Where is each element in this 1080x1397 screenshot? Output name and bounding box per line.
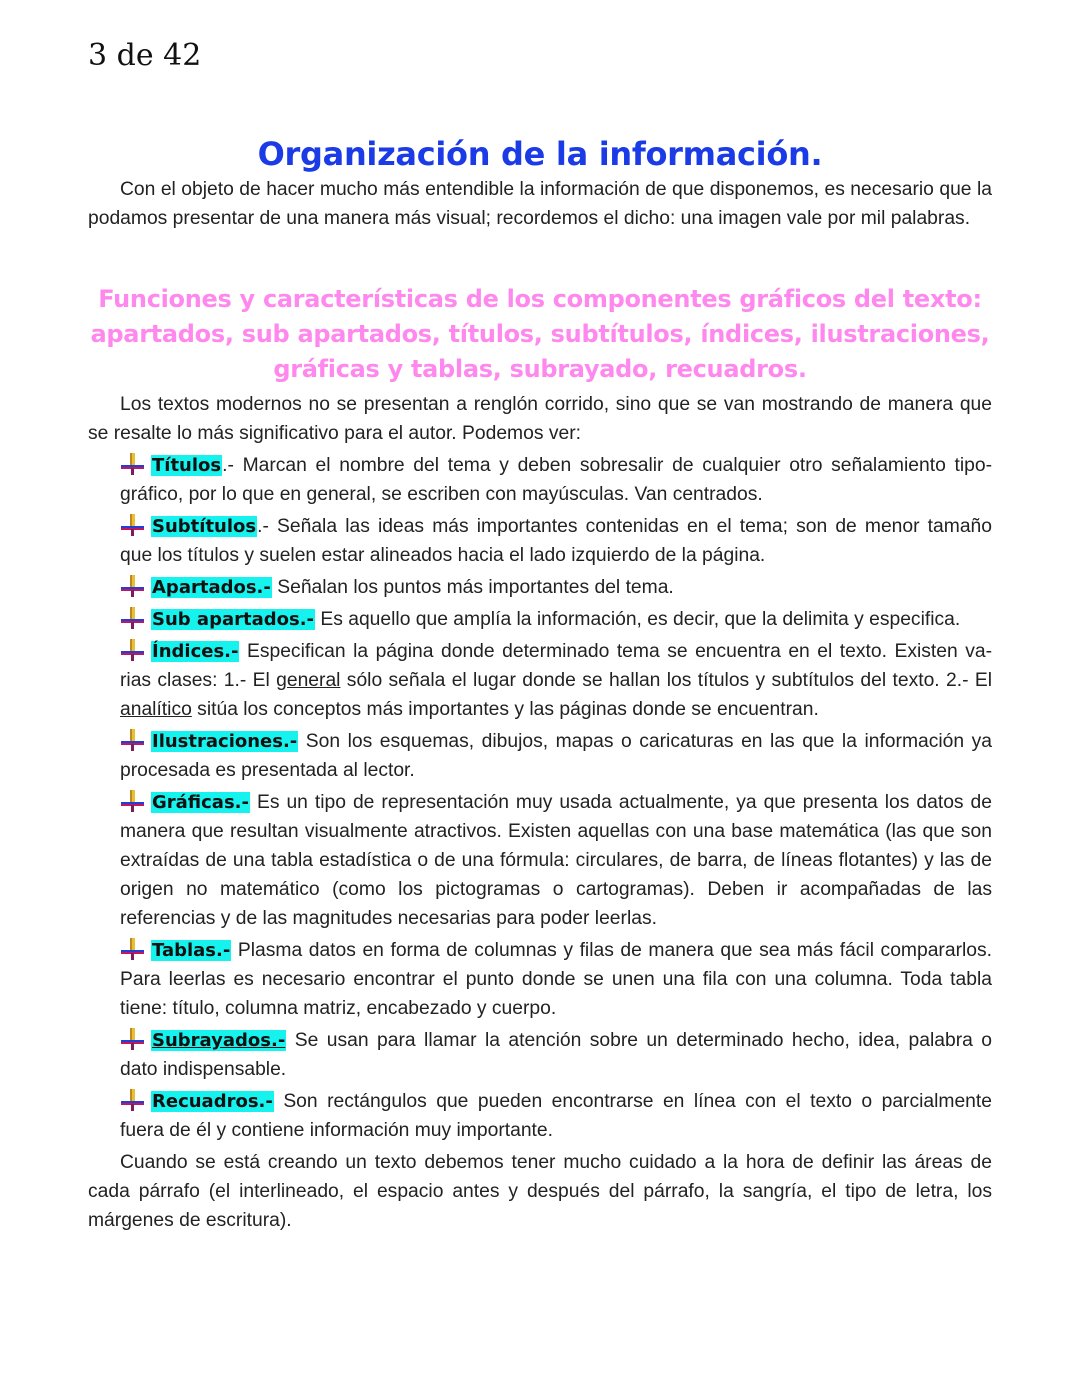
- item-text: Es un tipo de representación muy usada actualmente, ya que presenta los datos de manera que resultan visualmente atractivos. Existen aquellas con una base matemática (las que son extraídas de una tabla estadística o de una fórmula: circulares, de barra, de líneas flotantes) y las de origen no matemático (como los pictogramas o cartogramas). Deben ir acompañadas de las referencias y de las magnitudes necesarias para poder leerlas.: [120, 792, 992, 929]
- pushpin-icon: [120, 574, 146, 598]
- page-number: 3 de 42: [88, 38, 202, 73]
- item-term: Tablas.-: [152, 940, 231, 961]
- list-item: [120, 637, 992, 724]
- list-item: [120, 1087, 992, 1145]
- item-term: Sub apartados.-: [152, 609, 315, 630]
- page-title: Organización de la información.: [257, 135, 823, 173]
- pushpin-icon: [120, 638, 146, 662]
- item-term: Gráficas.-: [152, 792, 249, 813]
- item-term: Subrayados.-: [152, 1030, 286, 1051]
- item-text: Son los esquemas, dibujos, mapas o caricaturas en las que la información ya procesada es presentada al lector.: [120, 731, 992, 781]
- item-term: Índices.-: [152, 641, 239, 662]
- item-term: Apartados.-: [152, 577, 271, 598]
- components-list: [120, 451, 992, 1145]
- item-term: Títulos: [152, 455, 222, 476]
- list-item: [120, 1026, 992, 1084]
- lead-paragraph: Los textos modernos no se presentan a renglón corrido, sino que se van mostrando de manera que se resalte lo más significativo para el autor. Podemos ver:: [88, 394, 992, 444]
- list-item: [120, 788, 992, 933]
- closing-paragraph: Cuando se está creando un texto debemos tener mucho cuidado a la hora de definir las áreas de cada párrafo (el interlineado, el espacio antes y después del párrafo, la sangría, el tipo de letra, los márgenes de escritura).: [88, 1152, 992, 1231]
- pushpin-icon: [120, 937, 146, 961]
- item-text: Se usan para llamar la atención sobre un determinado hecho, idea, palabra o dato indispensable.: [120, 1030, 992, 1080]
- item-text: sólo señala el lugar donde se hallan los títulos y subtítulos del texto. 2.- El: [340, 670, 992, 691]
- list-item: [120, 727, 992, 785]
- item-text: Señalan los puntos más importantes del tema.: [271, 577, 674, 598]
- item-text: .- Marcan el nombre del tema y deben sobresalir de cualquier otro señalamiento tipo-gráfico, por lo que en general, se escriben con mayúsculas. Van centrados.: [120, 455, 992, 505]
- pushpin-icon: [120, 1088, 146, 1112]
- list-item: [120, 573, 992, 602]
- item-term: Subtítulos: [152, 516, 257, 537]
- item-text: .- Señala las ideas más importantes contenidas en el tema; son de menor tamaño que los títulos y suelen estar alineados hacia el lado izquierdo de la página.: [120, 516, 992, 566]
- pushpin-icon: [120, 728, 146, 752]
- pushpin-icon: [120, 789, 146, 813]
- underlined-word: general: [276, 670, 341, 691]
- list-item: [120, 512, 992, 570]
- item-text: sitúa los conceptos más importantes y las páginas donde se encuentran.: [191, 699, 819, 720]
- list-item: [120, 936, 992, 1023]
- list-item: [120, 605, 992, 634]
- document-body: [88, 133, 992, 1235]
- item-text: Especifican la página donde determinado tema se encuentra en el texto. Existen va-rias clases: 1.- El: [120, 641, 992, 691]
- item-term: Recuadros.-: [152, 1091, 273, 1112]
- intro-paragraph: Con el objeto de hacer mucho más entendible la información de que disponemos, es necesario que la podamos presentar de una manera más visual; recordemos el dicho: una imagen vale por mil palabras.: [88, 179, 992, 229]
- pushpin-icon: [120, 452, 146, 476]
- pushpin-icon: [120, 513, 146, 537]
- item-text: Es aquello que amplía la información, es decir, que la delimita y especifica.: [315, 609, 961, 630]
- list-item: [120, 451, 992, 509]
- pushpin-icon: [120, 606, 146, 630]
- pushpin-icon: [120, 1027, 146, 1051]
- item-text: Son rectángulos que pueden encontrarse en línea con el texto o parcialmente fuera de él y contiene información muy importante.: [120, 1091, 992, 1141]
- item-term: Ilustraciones.-: [152, 731, 298, 752]
- item-text: Plasma datos en forma de columnas y filas de manera que sea más fácil compararlos. Para leerlas es necesario encontrar el punto donde se unen una fila con una columna. Toda tabla tiene: título, columna matriz, encabezado y cuerpo.: [120, 940, 992, 1019]
- section-subtitle: Funciones y características de los componentes gráficos del texto: apartados, sub apartados, títulos, subtítulos, índices, ilustraciones, gráficas y tablas, subrayado, recuadros.: [90, 285, 990, 383]
- underlined-word: analítico: [120, 699, 192, 720]
